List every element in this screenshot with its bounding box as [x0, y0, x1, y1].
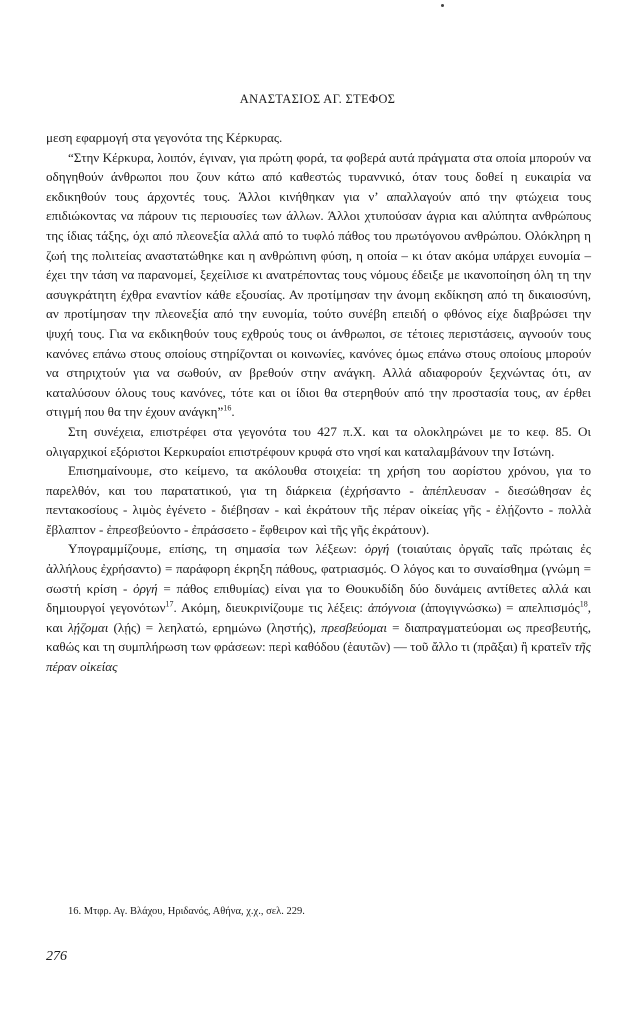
page-number: 276 — [46, 949, 67, 964]
italic-term: πρεσβεύομαι — [321, 619, 387, 635]
paragraph-tenses: Επισημαίνουμε, στο κείμενο, τα ακόλουθα στοιχεία: τη χρήση του αορίστου χρόνου, για το παρελθόν, και του παρατατικού, για τη διάρκεια (ἐχρήσαντο - ἀπέπλευσαν - διεσώθησαν ἐς πεντακοσίους - λιμὸς ἐγένετο - διέβησαν - καὶ ἐκράτουν τῆς πέραν οἰκείας γῆς - ἐλῄζοντο - πολλὰ ἔβλαπτον - ἐπρεσβεύοντο - ἐπράσσετο - ἔφθειρον καὶ τῆς γῆς ἐκράτουν). — [46, 463, 591, 537]
italic-term: τῆς πέραν οἰκείας — [46, 639, 591, 675]
footnote-ref-17: 17 — [165, 599, 174, 609]
footnote-ref-16: 16 — [223, 403, 232, 413]
italic-term: λῄζομαι — [68, 619, 109, 635]
text-run: . Ακόμη, διευκρινίζουμε τις λέξεις: — [173, 600, 368, 616]
italic-term: ἀπόγνοια — [367, 600, 416, 616]
footnote-ref-18: 18 — [579, 599, 588, 609]
text-run: , και — [46, 600, 592, 635]
running-header: ΑΝΑΣΤΑΣΙΟΣ ΑΓ. ΣΤΕΦΟΣ — [239, 92, 396, 106]
text-run: (τοιαύταις ὀργαῖς ταῖς πρώταις ἐς ἀλλήλους ἐχρήσαντο) = παράφορη έκρηξη πάθους, φατριασμός. Ο λόγος και το συναίσθημα (γνώμη = σωστή κρίση - — [46, 541, 591, 596]
italic-term: ὀργή — [364, 541, 390, 557]
main-text — [46, 128, 591, 677]
scan-speck — [441, 4, 444, 7]
text-run: (λῄς) = λεηλατώ, ερημώνω (ληστής), — [108, 619, 322, 635]
text-run: = διαπραγματεύομαι ως πρεσβευτής, καθώς και τη συμπλήρωση των φράσεων: περὶ καθόδου (ἑαυτῶν) — τοῦ ἄλλο τι (πρᾶξαι) ἢ κρατεῖν — [46, 619, 592, 655]
text-run: Υπογραμμίζουμε, επίσης, τη σημασία των λέξεων: — [68, 541, 365, 557]
paragraph-events-427: Στη συνέχεια, επιστρέφει στα γεγονότα του 427 π.Χ. και τα ολοκληρώνει με το κεφ. 85. Οι ολιγαρχικοί εξόριστοι Κερκυραίοι επιστρέφουν κρυφά στο νησί και καταλαμβάνουν την Ιστώνη. — [46, 423, 591, 459]
text-run: (ἀπογιγνώσκω) = απελπισμός — [415, 600, 580, 616]
italic-term: ὀργή — [133, 580, 158, 596]
paragraph-quotation: “Στην Κέρκυρα, λοιπόν, έγιναν, για πρώτη φορά, τα φοβερά αυτά πράγματα στα οποία μπορούν να οδηγηθούν άνθρωποι που ζουν κάτω από καθεστώς τυραννικό, όταν τους δοθεί η ευκαιρία να εκδικηθούν τους άρχοντές τους. Άλλοι κινήθηκαν για ν’ απαλλαγούν από την φτώχεια τους επιδιώκοντας να πάρουν τις περιουσίες των άλλων. Άλλοι χτυπούσαν άγρια και αλύπητα ανθρώπους της ίδιας τάξης, όχι από πλεονεξία αλλά από το τυφλό πάθος του πρωτόγονου ανθρώπου. Ολόκληρη η ζωή της πολιτείας αναστατώθηκε και η ανθρώπινη φύση, η οποία – κι όταν ακόμα υπάρχει ευνομία – έχει την τάση να παρανομεί, ξεχείλισε κι ανατρέποντας τους νόμους έδειξε με ικανοποίηση όλη τη την ασυγκράτητη έχθρα εναντίον κάθε εξουσίας. Αν προτίμησαν την άνομη εκδίκηση από τη δικαιοσύνη, αν προτίμησαν την πλεονεξία από την ευνομία, τούτο συνέβη επειδή ο φθόνος είχε διαβρώσει την ψυχή τους. Για να εκδικηθούν τους εχθρούς τους οι άνθρωποι, σε τέτοιες περιστάσεις, αγνοούν τους κανόνες επάνω στους οποίους στηρίζονται οι κοινωνίες, κανόνες όμως επάνω στους οποίους μπορούν να στηριχτούν για να σωθούν, αν βρεθούν στην ανάγκη. Αλλά αδιαφορούν ξεχνώντας ότι, αν καταλύσουν όλους τους κανόνες, τότε και οι ίδιοι θα στερηθούν από την προστασία τους, αν έρθει στιγμή που θα την έχουν ανάγκη”$^{16}$. — [46, 149, 591, 420]
paragraph-vocabulary — [46, 539, 591, 676]
paragraph-continuation: μεση εφαρμογή στα γεγονότα της Κέρκυρας. — [46, 130, 283, 145]
quotation-text: “Στην Κέρκυρα, λοιπόν, έγιναν, για πρώτη φορά, τα φοβερά αυτά πράγματα στα οποία μπορούν να οδηγηθούν άνθρωποι που ζουν κάτω από καθεστώς τυραννικό, όταν τους δοθεί η ευκαιρία να εκδικηθούν τους άρχοντές τους. Άλλοι κινήθηκαν για ν’ απαλλαγούν από την φτώχεια τους επιδιώκοντας να πάρουν τις περιουσίες των άλλων. Άλλοι χτυπούσαν άγρια και αλύπητα ανθρώπους της ίδιας τάξης, όχι από πλεονεξία αλλά από το τυφλό πάθος του πρωτόγονου ανθρώπου. Ολόκληρη η ζωή της πολιτείας αναστατώθηκε και η ανθρώπινη φύση, η οποία – κι όταν ακόμα υπάρχει ευνομία – έχει την τάση να παρανομεί, ξεχείλισε κι ανατρέποντας τους νόμους έδειξε με ικανοποίηση όλη τη την ασυγκράτητη έχθρα εναντίον κάθε εξουσίας. Αν προτίμησαν την άνομη εκδίκηση από τη δικαιοσύνη, αν προτίμησαν την πλεονεξία από την ευνομία, τούτο συνέβη επειδή ο φθόνος είχε διαβρώσει την ψυχή τους. Για να εκδικηθούν τους εχθρούς τους οι άνθρωποι, σε τέτοιες περιστάσεις, αγνοούν τους κανόνες επάνω στους οποίους στηρίζονται οι κοινωνίες, κανόνες όμως επάνω στους οποίους μπορούν να στηριχτούν για να σωθούν, αν βρεθούν στην ανάγκη. Αλλά αδιαφορούν ξεχνώντας ότι, αν καταλύσουν όλους τους κανόνες, τότε και οι ίδιοι θα στερηθούν από την προστασία τους, αν έρθει στιγμή που θα την έχουν ανάγκη” — [46, 149, 591, 420]
text-run: = πάθος επιθυμίας) είναι για το Θουκυδίδη δύο δυνάμεις αντίθετες αλλά και δημιουργοί γεγονότων — [46, 580, 591, 616]
footnote-16: 16. Μτφρ. Αγ. Βλάχου, Ηριδανός, Αθήνα, χ.χ., σελ. 229. — [68, 906, 305, 917]
